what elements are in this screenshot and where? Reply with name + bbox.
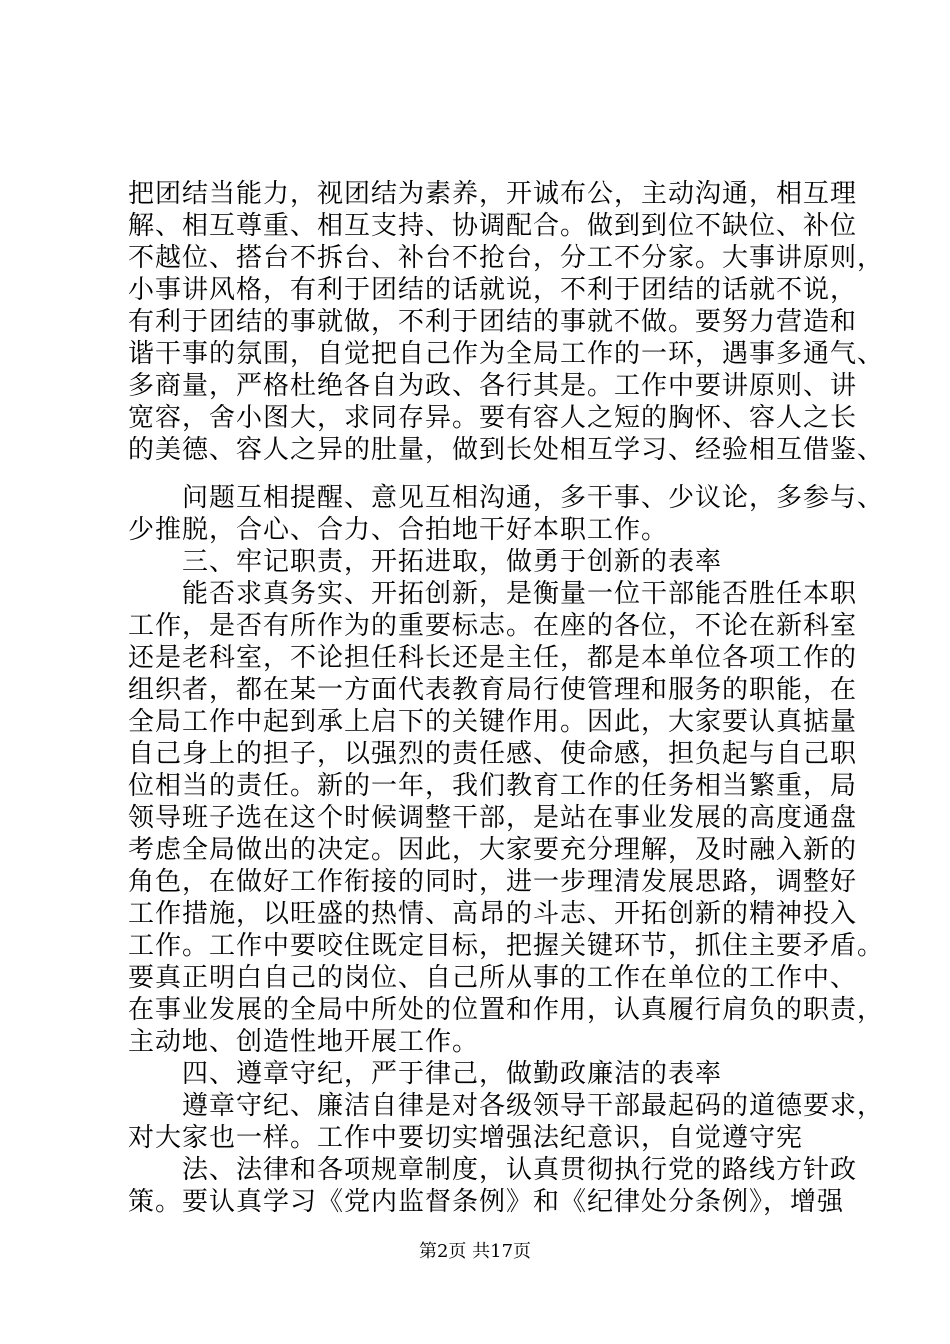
text-line: 自己身上的担子，以强烈的责任感、使命感，担负起与自己职 — [128, 739, 858, 769]
text-line: 在事业发展的全局中所处的位置和作用，认真履行肩负的职责， — [128, 995, 885, 1025]
text-line: 对大家也一样。工作中要切实增强法纪意识，自觉遵守宪 — [128, 1123, 804, 1153]
text-line: 能否求真务实、开拓创新，是衡量一位干部能否胜任本职 — [182, 579, 858, 609]
text-line: 考虑全局做出的决定。因此，大家要充分理解，及时融入新的 — [128, 835, 858, 865]
text-line: 宽容，舍小图大，求同存异。要有容人之短的胸怀、容人之长 — [128, 403, 858, 433]
text-line: 要真正明白自己的岗位、自己所从事的工作在单位的工作中、 — [128, 963, 858, 993]
page-footer: 第2页 共17页 — [418, 1241, 532, 1262]
text-line: 位相当的责任。新的一年，我们教育工作的任务相当繁重，局 — [128, 771, 858, 801]
text-line: 组织者，都在某一方面代表教育局行使管理和服务的职能，在 — [128, 675, 858, 705]
text-line: 谐干事的氛围，自觉把自己作为全局工作的一环，遇事多通气、 — [128, 339, 885, 369]
text-line: 有利于团结的事就做，不利于团结的事就不做。要努力营造和 — [128, 307, 858, 337]
text-line: 的美德、容人之异的肚量，做到长处相互学习、经验相互借鉴、 — [128, 435, 885, 465]
text-line: 问题互相提醒、意见互相沟通，多干事、少议论，多参与、 — [182, 483, 885, 513]
text-line: 角色，在做好工作衔接的同时，进一步理清发展思路，调整好 — [128, 867, 858, 897]
text-line: 工作。工作中要咬住既定目标，把握关键环节，抓住主要矛盾。 — [128, 931, 885, 961]
text-line: 策。要认真学习《党内监督条例》和《纪律处分条例》，增强 — [128, 1187, 845, 1217]
text-line: 解、相互尊重、相互支持、协调配合。做到到位不缺位、补位 — [128, 211, 858, 241]
text-line: 遵章守纪、廉洁自律是对各级领导干部最起码的道德要求， — [182, 1091, 885, 1121]
text-line: 少推脱，合心、合力、合拍地干好本职工作。 — [128, 515, 669, 545]
section-heading: 四、遵章守纪，严于律己，做勤政廉洁的表率 — [182, 1059, 723, 1089]
section-heading: 三、牢记职责，开拓进取，做勇于创新的表率 — [182, 547, 723, 577]
text-line: 多商量，严格杜绝各自为政、各行其是。工作中要讲原则、讲 — [128, 371, 858, 401]
text-line: 领导班子选在这个时候调整干部，是站在事业发展的高度通盘 — [128, 803, 858, 833]
text-line: 主动地、创造性地开展工作。 — [128, 1027, 480, 1057]
text-line: 不越位、搭台不拆台、补台不抢台，分工不分家。大事讲原则， — [128, 243, 885, 273]
text-line: 把团结当能力，视团结为素养，开诚布公，主动沟通，相互理 — [128, 179, 858, 209]
text-line: 还是老科室，不论担任科长还是主任，都是本单位各项工作的 — [128, 643, 858, 673]
text-line: 工作，是否有所作为的重要标志。在座的各位，不论在新科室 — [128, 611, 858, 641]
text-line: 全局工作中起到承上启下的关键作用。因此，大家要认真掂量 — [128, 707, 858, 737]
text-line: 小事讲风格，有利于团结的话就说，不利于团结的话就不说， — [128, 275, 858, 305]
text-line: 工作措施，以旺盛的热情、高昂的斗志、开拓创新的精神投入 — [128, 899, 858, 929]
text-line: 法、法律和各项规章制度，认真贯彻执行党的路线方针政 — [182, 1155, 858, 1185]
